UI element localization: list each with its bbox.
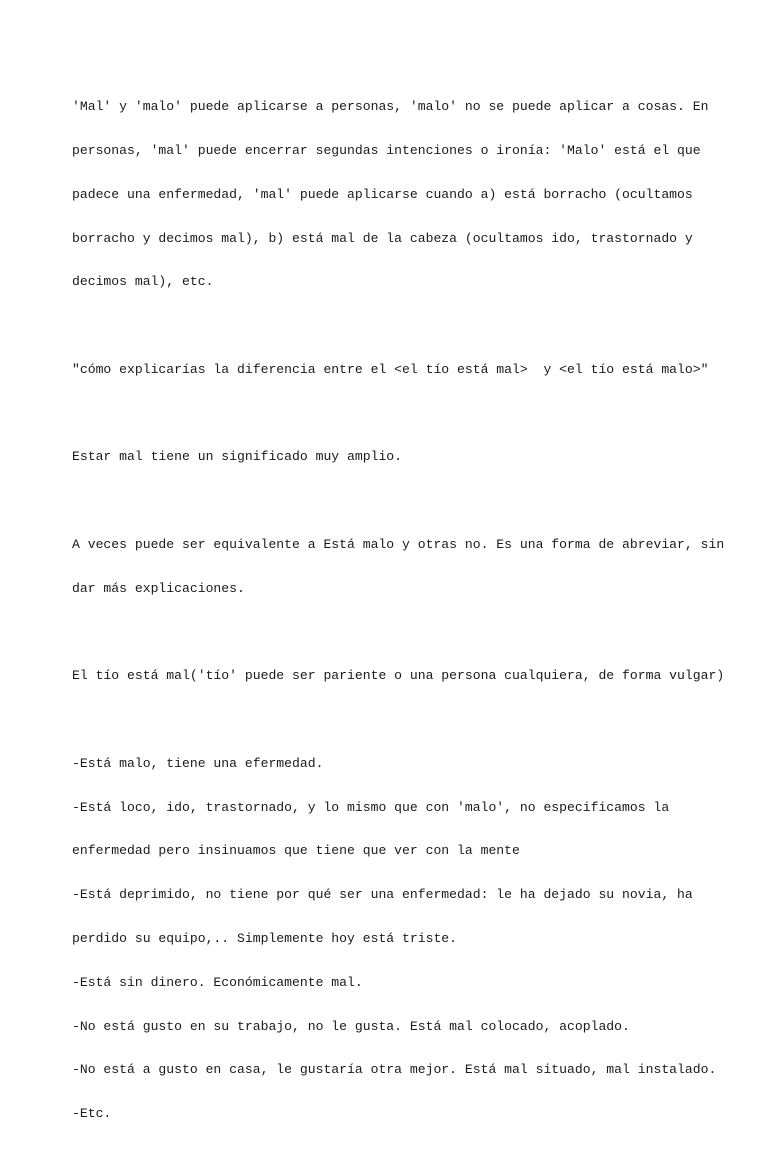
paragraph-example	[72, 640, 725, 713]
document-body	[72, 71, 725, 1166]
text-line: padece una enfermedad, 'mal' puede aplicarse cuando a) está borracho (ocultamos	[72, 186, 693, 202]
list-item: -Está sin dinero. Económicamente mal.	[72, 974, 363, 990]
text-line: El tío está mal('tío' puede ser pariente o una persona cualquiera, de forma vulgar)	[72, 668, 725, 684]
text-line: A veces puede ser equivalente a Está malo y otras no. Es una forma de abreviar, sin	[72, 537, 725, 552]
text-line: Estar mal tiene un significado muy amplio.	[72, 449, 403, 465]
list-item: -No está a gusto en casa, le gustaría otra mejor. Está mal situado, mal instalado.	[72, 1062, 717, 1078]
paragraph-quote	[72, 334, 712, 407]
text-line: decimos mal), etc.	[72, 274, 214, 290]
paragraph-list	[72, 728, 717, 1151]
text-line: 'Mal' y 'malo' puede aplicarse a personas, 'malo' no se puede aplicar a cosas. En	[72, 99, 709, 115]
paragraph-intro	[72, 71, 712, 319]
list-item: -Está loco, ido, trastornado, y lo mismo que con 'malo', no especificamos la	[72, 799, 670, 815]
paragraph-meaning	[72, 421, 712, 494]
list-item: -Está deprimido, no tiene por qué ser una enfermedad: le ha dejado su novia, ha	[72, 887, 693, 903]
list-item: -No está gusto en su trabajo, no le gusta. Está mal colocado, acoplado.	[72, 1018, 630, 1034]
text-line: personas, 'mal' puede encerrar segundas intenciones o ironía: 'Malo' está el que	[72, 142, 701, 158]
list-item: -Está malo, tiene una efermedad.	[72, 755, 324, 771]
text-line: "cómo explicarías la diferencia entre el <el tío está mal> y <el tío está malo>"	[72, 361, 709, 377]
text-line: dar más explicaciones.	[72, 580, 245, 596]
list-item: enfermedad pero insinuamos que tiene que ver con la mente	[72, 843, 520, 859]
text-line: borracho y decimos mal), b) está mal de la cabeza (ocultamos ido, trastornado y	[72, 230, 693, 246]
list-item: -Etc.	[72, 1106, 112, 1122]
list-item: perdido su equipo,.. Simplemente hoy está triste.	[72, 931, 458, 947]
paragraph-equivalence	[72, 509, 725, 626]
